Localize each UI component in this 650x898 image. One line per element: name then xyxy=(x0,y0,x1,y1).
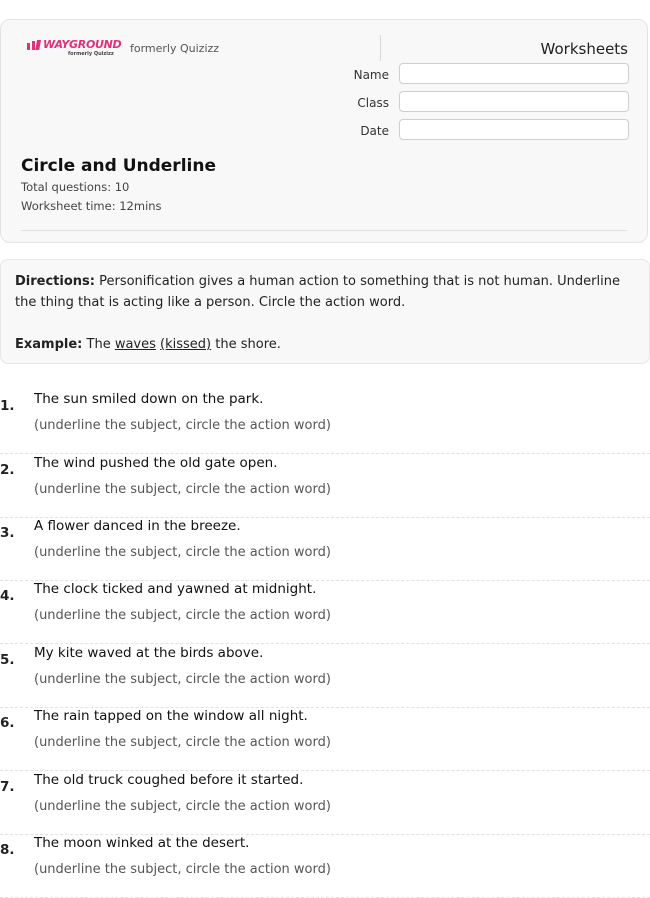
example-pre: The xyxy=(82,337,115,352)
question-text: The sun smiled down on the park. xyxy=(34,391,264,407)
logo-wordmark: WAYGROUND xyxy=(43,38,122,51)
wayground-logo xyxy=(27,38,122,60)
directions-label: Directions: xyxy=(15,274,95,289)
name-field[interactable] xyxy=(399,63,629,84)
question-text: The wind pushed the old gate open. xyxy=(34,455,278,471)
question-text: A flower danced in the breeze. xyxy=(34,518,241,534)
example-action: (kissed) xyxy=(160,337,212,352)
date-label: Date xyxy=(360,124,389,138)
question-number: 4. xyxy=(0,588,15,604)
question-text: The clock ticked and yawned at midnight. xyxy=(34,581,317,597)
question-hint: (underline the subject, circle the action word) xyxy=(34,482,331,497)
question-text: The rain tapped on the window all night. xyxy=(34,708,308,724)
question-number: 5. xyxy=(0,652,15,668)
question-text: The moon winked at the desert. xyxy=(34,835,250,851)
example-subject: waves xyxy=(114,337,156,352)
question-item xyxy=(0,708,650,771)
class-label: Class xyxy=(357,96,389,110)
question-number: 8. xyxy=(0,842,15,858)
question-item xyxy=(0,835,650,898)
question-hint: (underline the subject, circle the action word) xyxy=(34,799,331,814)
directions-box xyxy=(0,259,650,364)
question-item xyxy=(0,645,650,708)
logo-mark-icon xyxy=(27,40,43,50)
example-line xyxy=(15,334,635,355)
directions-text xyxy=(15,271,635,313)
question-number: 2. xyxy=(0,462,15,478)
question-number: 7. xyxy=(0,779,15,795)
question-hint: (underline the subject, circle the action word) xyxy=(34,418,331,433)
date-field[interactable] xyxy=(399,119,629,140)
directions-body: Personification gives a human action to something that is not human. Underline the thing that is acting like a person. Circle the action word. xyxy=(15,274,620,310)
name-label: Name xyxy=(353,68,389,82)
question-item xyxy=(0,391,650,454)
question-number: 3. xyxy=(0,525,15,541)
question-hint: (underline the subject, circle the action word) xyxy=(34,545,331,560)
question-number: 1. xyxy=(0,398,15,414)
question-hint: (underline the subject, circle the action word) xyxy=(34,862,331,877)
worksheet-header xyxy=(0,19,648,243)
example-post: the shore. xyxy=(211,337,281,352)
question-text: The old truck coughed before it started. xyxy=(34,772,304,788)
logo-subtext: formerly Quizizz xyxy=(68,51,114,57)
worksheets-label: Worksheets xyxy=(540,40,628,58)
question-text: My kite waved at the birds above. xyxy=(34,645,264,661)
worksheet-title: Circle and Underline xyxy=(21,156,216,176)
question-hint: (underline the subject, circle the action word) xyxy=(34,672,331,687)
question-hint: (underline the subject, circle the action word) xyxy=(34,608,331,623)
example-label: Example: xyxy=(15,337,83,352)
worksheet-time: Worksheet time: 12mins xyxy=(21,199,162,213)
total-questions: Total questions: 10 xyxy=(21,180,130,194)
header-rule xyxy=(21,230,627,231)
class-field[interactable] xyxy=(399,91,629,112)
question-item xyxy=(0,518,650,581)
question-item xyxy=(0,581,650,644)
formerly-quizizz-label: formerly Quizizz xyxy=(130,42,220,55)
header-divider xyxy=(380,35,381,61)
question-hint: (underline the subject, circle the action word) xyxy=(34,735,331,750)
question-item xyxy=(0,455,650,518)
question-number: 6. xyxy=(0,715,15,731)
question-item xyxy=(0,772,650,835)
